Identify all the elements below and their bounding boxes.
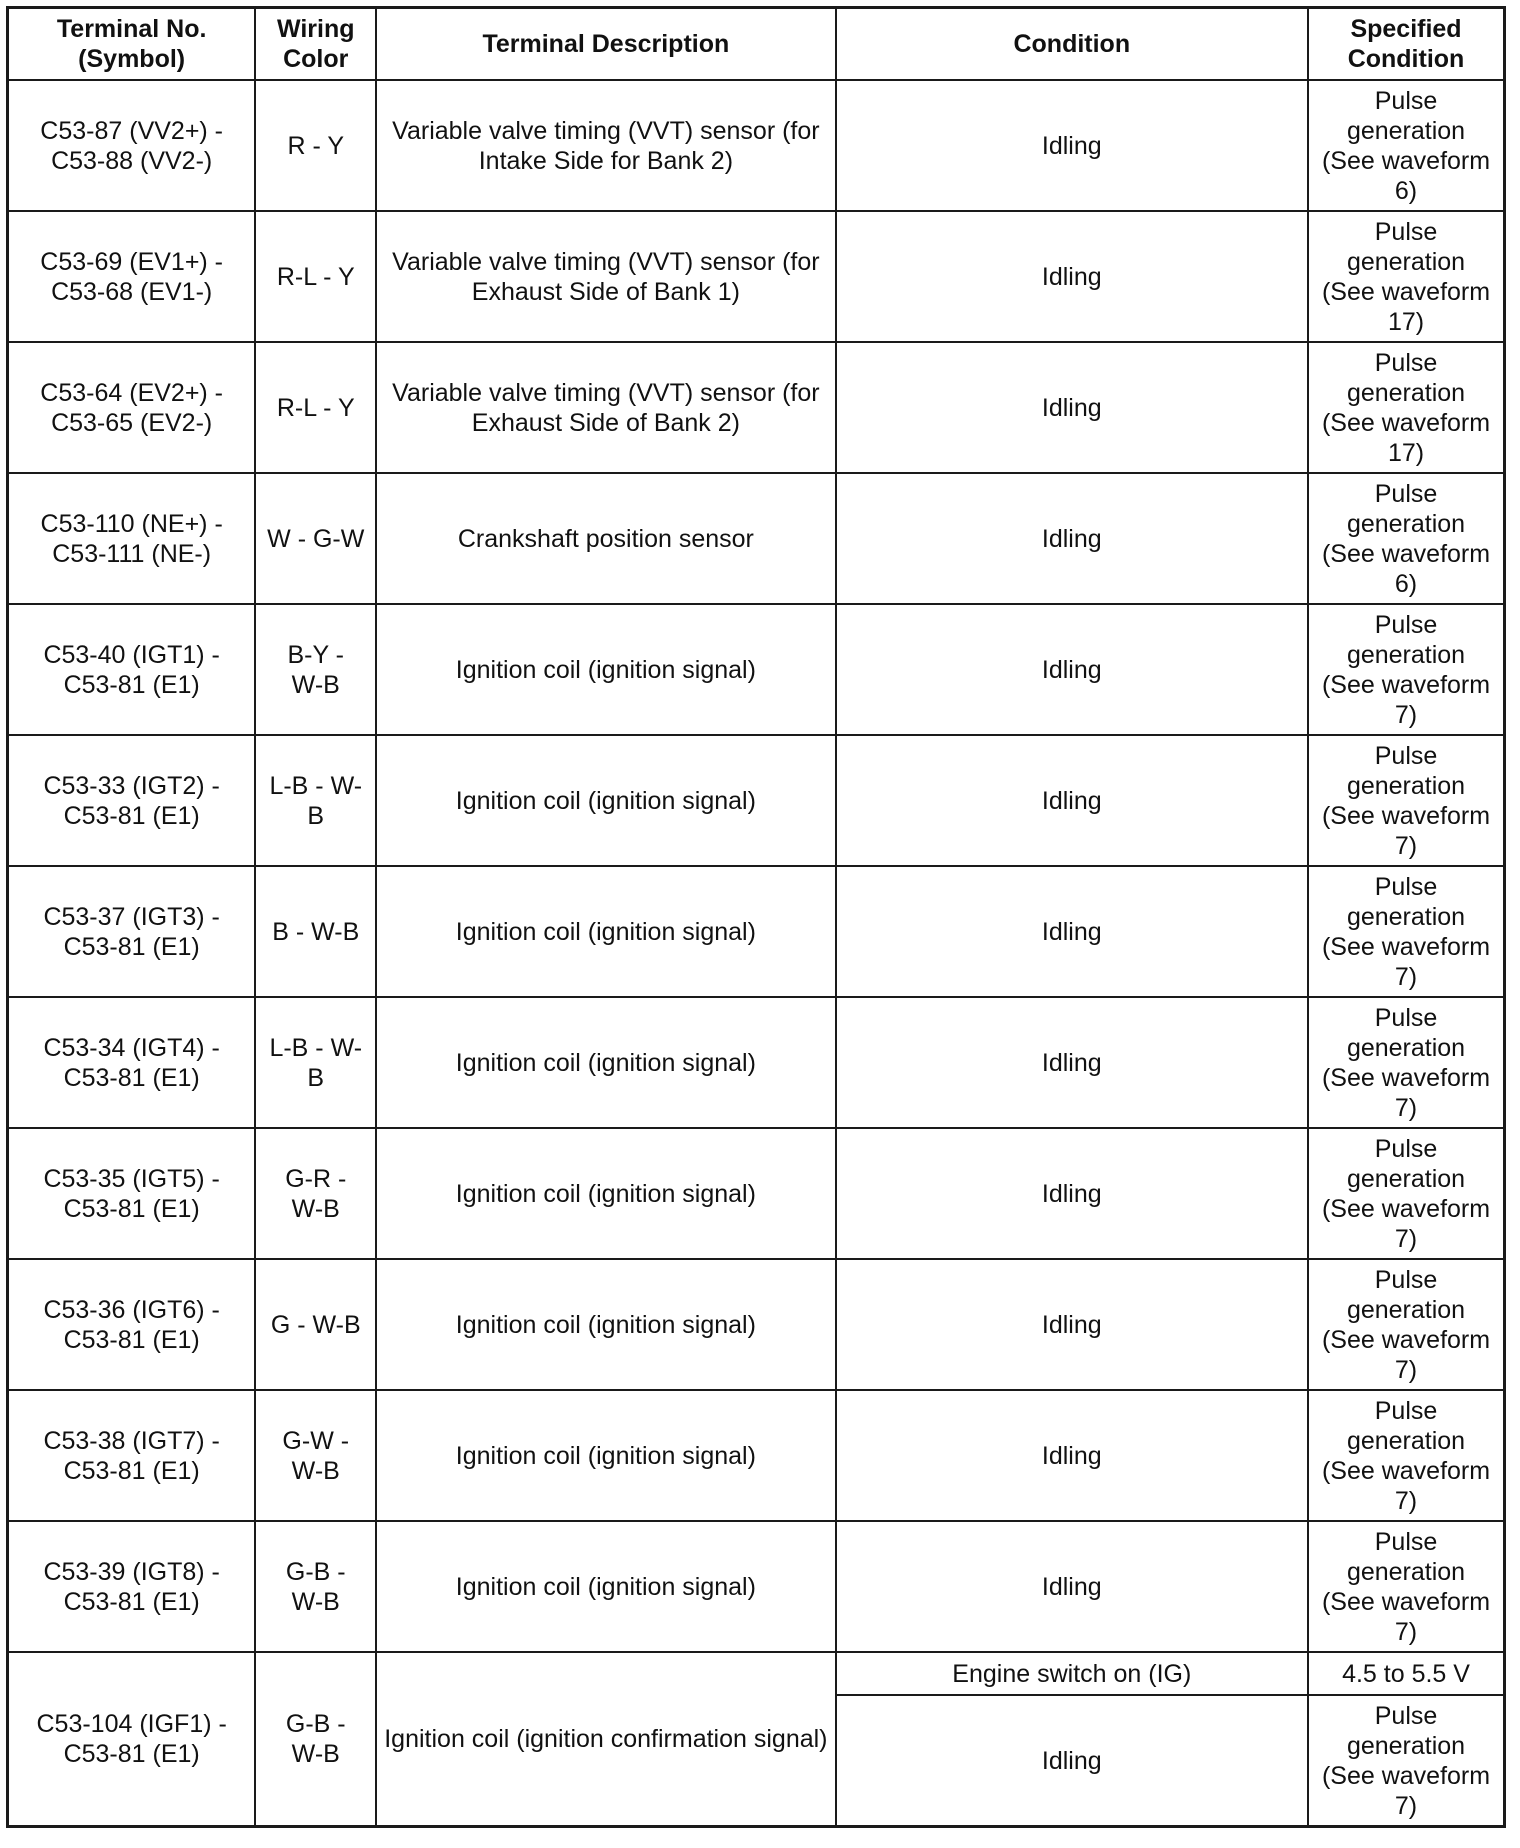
terminal-cell: C53-87 (VV2+) - C53-88 (VV2-) bbox=[8, 80, 256, 211]
description-cell: Variable valve timing (VVT) sensor (for Exhaust Side of Bank 2) bbox=[376, 342, 835, 473]
condition-cell: Idling bbox=[836, 1521, 1308, 1652]
specified-condition-cell: Pulse generation (See waveform 6) bbox=[1308, 80, 1504, 211]
description-cell: Ignition coil (ignition confirmation signal) bbox=[376, 1652, 835, 1827]
table-row bbox=[8, 211, 1505, 342]
terminal-cell: C53-69 (EV1+) - C53-68 (EV1-) bbox=[8, 211, 256, 342]
specified-condition-cell: Pulse generation (See waveform 7) bbox=[1308, 1695, 1504, 1827]
table-row bbox=[8, 997, 1505, 1128]
condition-cell: Idling bbox=[836, 1128, 1308, 1259]
wiring-color-cell: G-W - W-B bbox=[255, 1390, 376, 1521]
description-cell: Ignition coil (ignition signal) bbox=[376, 866, 835, 997]
condition-cell: Idling bbox=[836, 1390, 1308, 1521]
table-row bbox=[8, 735, 1505, 866]
wiring-color-cell: R-L - Y bbox=[255, 342, 376, 473]
header-terminal-description: Terminal Description bbox=[376, 8, 835, 81]
specified-condition-cell: Pulse generation (See waveform 7) bbox=[1308, 1521, 1504, 1652]
wiring-color-cell: L-B - W-B bbox=[255, 735, 376, 866]
condition-cell: Idling bbox=[836, 1259, 1308, 1390]
specified-condition-cell: Pulse generation (See waveform 17) bbox=[1308, 211, 1504, 342]
terminal-table bbox=[6, 6, 1506, 1828]
header-condition: Condition bbox=[836, 8, 1308, 81]
description-cell: Ignition coil (ignition signal) bbox=[376, 997, 835, 1128]
header-row bbox=[8, 8, 1505, 81]
terminal-cell: C53-33 (IGT2) - C53-81 (E1) bbox=[8, 735, 256, 866]
description-cell: Ignition coil (ignition signal) bbox=[376, 735, 835, 866]
terminal-cell: C53-40 (IGT1) - C53-81 (E1) bbox=[8, 604, 256, 735]
condition-cell: Idling bbox=[836, 473, 1308, 604]
wiring-color-cell: W - G-W bbox=[255, 473, 376, 604]
table-row bbox=[8, 866, 1505, 997]
condition-cell: Idling bbox=[836, 997, 1308, 1128]
specified-condition-cell: Pulse generation (See waveform 6) bbox=[1308, 473, 1504, 604]
specified-condition-cell: Pulse generation (See waveform 7) bbox=[1308, 1128, 1504, 1259]
wiring-color-cell: B-Y - W-B bbox=[255, 604, 376, 735]
specified-condition-cell: Pulse generation (See waveform 7) bbox=[1308, 604, 1504, 735]
specified-condition-cell: Pulse generation (See waveform 7) bbox=[1308, 997, 1504, 1128]
table-body bbox=[8, 80, 1505, 1827]
description-cell: Ignition coil (ignition signal) bbox=[376, 1259, 835, 1390]
specified-condition-cell: Pulse generation (See waveform 7) bbox=[1308, 1390, 1504, 1521]
description-cell: Ignition coil (ignition signal) bbox=[376, 1521, 835, 1652]
table-row bbox=[8, 604, 1505, 735]
terminal-cell: C53-36 (IGT6) - C53-81 (E1) bbox=[8, 1259, 256, 1390]
table-row bbox=[8, 1259, 1505, 1390]
condition-cell: Idling bbox=[836, 211, 1308, 342]
description-cell: Variable valve timing (VVT) sensor (for Intake Side for Bank 2) bbox=[376, 80, 835, 211]
condition-cell: Idling bbox=[836, 604, 1308, 735]
terminal-cell: C53-104 (IGF1) - C53-81 (E1) bbox=[8, 1652, 256, 1827]
terminal-cell: C53-34 (IGT4) - C53-81 (E1) bbox=[8, 997, 256, 1128]
condition-cell: Idling bbox=[836, 80, 1308, 211]
table-row bbox=[8, 473, 1505, 604]
description-cell: Variable valve timing (VVT) sensor (for Exhaust Side of Bank 1) bbox=[376, 211, 835, 342]
terminal-cell: C53-35 (IGT5) - C53-81 (E1) bbox=[8, 1128, 256, 1259]
wiring-color-cell: G - W-B bbox=[255, 1259, 376, 1390]
specified-condition-cell: Pulse generation (See waveform 7) bbox=[1308, 1259, 1504, 1390]
specified-condition-cell: Pulse generation (See waveform 7) bbox=[1308, 735, 1504, 866]
table-row bbox=[8, 1128, 1505, 1259]
description-cell: Ignition coil (ignition signal) bbox=[376, 1128, 835, 1259]
terminal-cell: C53-37 (IGT3) - C53-81 (E1) bbox=[8, 866, 256, 997]
table-row bbox=[8, 1390, 1505, 1521]
wiring-color-cell: G-B - W-B bbox=[255, 1652, 376, 1827]
header-terminal: Terminal No. (Symbol) bbox=[8, 8, 256, 81]
condition-cell: Idling bbox=[836, 1695, 1308, 1827]
wiring-color-cell: L-B - W-B bbox=[255, 997, 376, 1128]
wiring-color-cell: G-B - W-B bbox=[255, 1521, 376, 1652]
table-row bbox=[8, 342, 1505, 473]
specified-condition-cell: 4.5 to 5.5 V bbox=[1308, 1652, 1504, 1695]
table-row bbox=[8, 80, 1505, 211]
terminal-cell: C53-110 (NE+) - C53-111 (NE-) bbox=[8, 473, 256, 604]
condition-cell: Idling bbox=[836, 735, 1308, 866]
terminal-cell: C53-39 (IGT8) - C53-81 (E1) bbox=[8, 1521, 256, 1652]
condition-cell: Engine switch on (IG) bbox=[836, 1652, 1308, 1695]
condition-cell: Idling bbox=[836, 342, 1308, 473]
specified-condition-cell: Pulse generation (See waveform 7) bbox=[1308, 866, 1504, 997]
condition-cell: Idling bbox=[836, 866, 1308, 997]
terminal-cell: C53-64 (EV2+) - C53-65 (EV2-) bbox=[8, 342, 256, 473]
table-row-igf1 bbox=[8, 1652, 1505, 1695]
table-row bbox=[8, 1521, 1505, 1652]
wiring-color-cell: R-L - Y bbox=[255, 211, 376, 342]
terminal-cell: C53-38 (IGT7) - C53-81 (E1) bbox=[8, 1390, 256, 1521]
wiring-color-cell: G-R - W-B bbox=[255, 1128, 376, 1259]
description-cell: Crankshaft position sensor bbox=[376, 473, 835, 604]
header-specified-condition: Specified Condition bbox=[1308, 8, 1504, 81]
header-wiring-color: Wiring Color bbox=[255, 8, 376, 81]
description-cell: Ignition coil (ignition signal) bbox=[376, 1390, 835, 1521]
wiring-color-cell: R - Y bbox=[255, 80, 376, 211]
specified-condition-cell: Pulse generation (See waveform 17) bbox=[1308, 342, 1504, 473]
wiring-color-cell: B - W-B bbox=[255, 866, 376, 997]
description-cell: Ignition coil (ignition signal) bbox=[376, 604, 835, 735]
